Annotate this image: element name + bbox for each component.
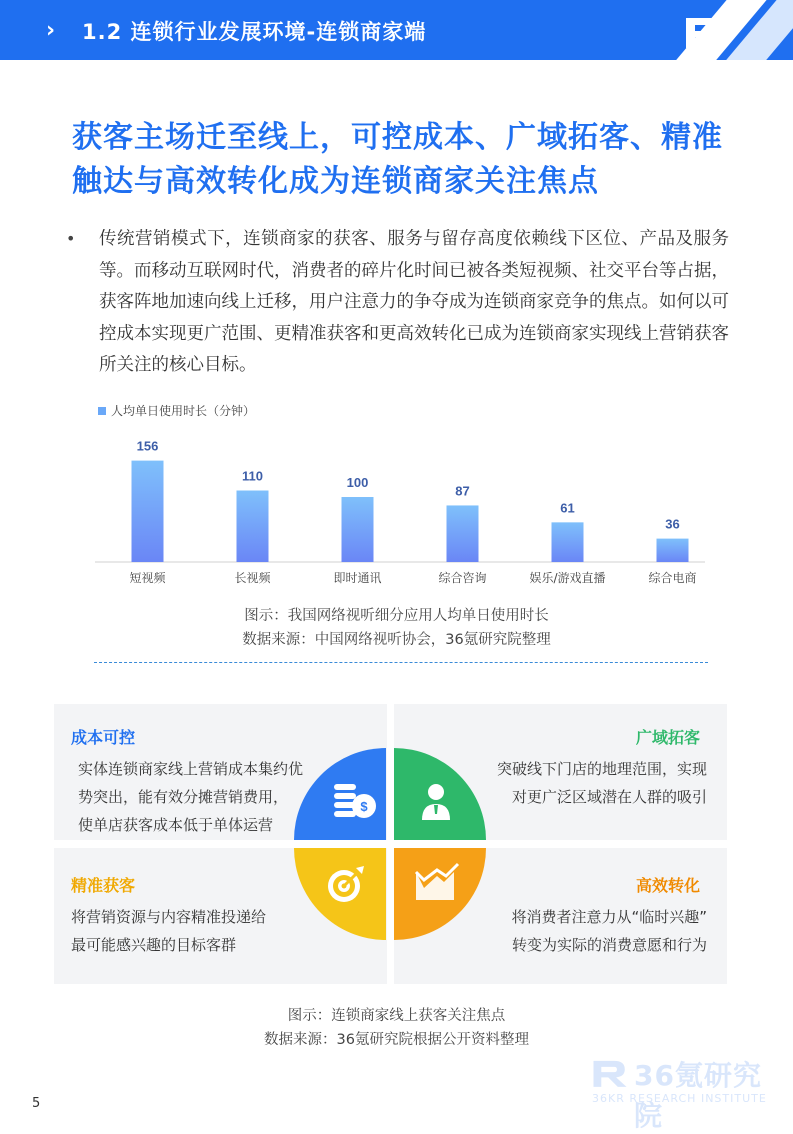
bar-2 (342, 497, 374, 562)
quad-title-cost: 成本可控 (71, 728, 136, 747)
quad-text-conversion (511, 903, 707, 959)
quad-title-precise: 精准获客 (71, 876, 136, 895)
bar-4 (552, 522, 584, 562)
legend-label: 人均单日使用时长（分钟） (111, 404, 256, 418)
section-divider (94, 662, 708, 663)
body-paragraph: 传统营销模式下，连锁商家的获客、服务与留存高度依赖线下区位、产品及服务等。而移动互联网时代，消费者的碎片化时间已被各类短视频、社交平台等占据，获客阵地加速向线上迁移，用户注意力的争夺成为连锁商家竞争的焦点。如何以可控成本实现更广范围、更精准获客和更高效转化已成为连锁商家实现线上营销获客所关注的核心目标。 (99, 229, 729, 375)
bar-value-label: 156 (136, 438, 159, 454)
footer-logo-en: 36KR RESEARCH INSTITUTE (592, 1092, 767, 1105)
chart-caption-source: 数据来源：中国网络视听协会，36氪研究院整理 (242, 632, 551, 648)
quad-caption-title: 图示：连锁商家线上获客关注焦点 (287, 1008, 506, 1024)
bar-value-label: 100 (346, 475, 369, 490)
svg-text:$: $ (360, 799, 368, 814)
quad-text-line: 转变为实际的消费意愿和行为 (511, 936, 707, 954)
36kr-logo-icon (682, 14, 728, 50)
category-label: 娱乐/游戏直播 (529, 571, 606, 585)
bullet-icon: • (66, 229, 76, 248)
bar-1 (237, 491, 269, 563)
chart-caption-title: 图示：我国网络视听细分应用人均单日使用时长 (244, 608, 549, 624)
legend-swatch (98, 407, 106, 415)
36kr-logo-icon (590, 1056, 630, 1090)
bar-value-label: 110 (242, 468, 263, 484)
category-label: 长视频 (234, 571, 271, 585)
focus-quadrant-circle (294, 748, 486, 940)
bar-3 (447, 505, 479, 562)
category-label: 综合电商 (648, 571, 697, 585)
footer-logo-cn: 36氪研究院 (634, 1059, 762, 1132)
quad-text-precise (71, 903, 266, 959)
quad-title-reach: 广域拓客 (636, 728, 701, 747)
usage-bar-chart (95, 430, 705, 595)
quad-title-conversion: 高效转化 (636, 876, 701, 895)
quad-text-line: 实体连锁商家线上营销成本集约优 (78, 760, 304, 778)
quad-text-cost (78, 755, 303, 839)
chart-legend (98, 402, 255, 419)
quad-caption-source: 数据来源：36氪研究院根据公开资料整理 (264, 1032, 529, 1048)
quad-text-reach (497, 755, 707, 811)
bar-value-label: 36 (665, 516, 680, 532)
page-number: 5 (32, 1096, 41, 1111)
quad-text-line: 将营销资源与内容精准投递给 (71, 908, 267, 926)
quad-text-line: 最可能感兴趣的目标客群 (71, 936, 237, 954)
quad-text-line: 使单店获客成本低于单体运营 (78, 816, 274, 834)
header-bar (0, 0, 793, 60)
bar-value-label: 87 (455, 483, 470, 499)
footer-logo (590, 1054, 780, 1132)
bar-value-label: 61 (560, 500, 575, 516)
category-label: 即时通讯 (333, 571, 382, 585)
bar-5 (657, 539, 689, 562)
page-headline: 获客主场迁至线上，可控成本、广域拓客、精准触达与高效转化成为连锁商家关注焦点 (72, 120, 723, 199)
quad-text-line: 突破线下门店的地理范围，实现 (496, 760, 707, 778)
quad-text-line: 势突出，能有效分摊营销费用， (78, 788, 289, 806)
category-label: 综合咨询 (438, 571, 487, 585)
section-title: 1.2 连锁行业发展环境-连锁商家端 (82, 20, 427, 44)
chevron-right-icon: › (46, 18, 56, 43)
category-label: 短视频 (129, 571, 166, 585)
bar-0 (132, 461, 164, 562)
quad-text-line: 对更广泛区域潜在人群的吸引 (511, 788, 707, 806)
quad-text-line: 将消费者注意力从“临时兴趣” (511, 908, 707, 926)
